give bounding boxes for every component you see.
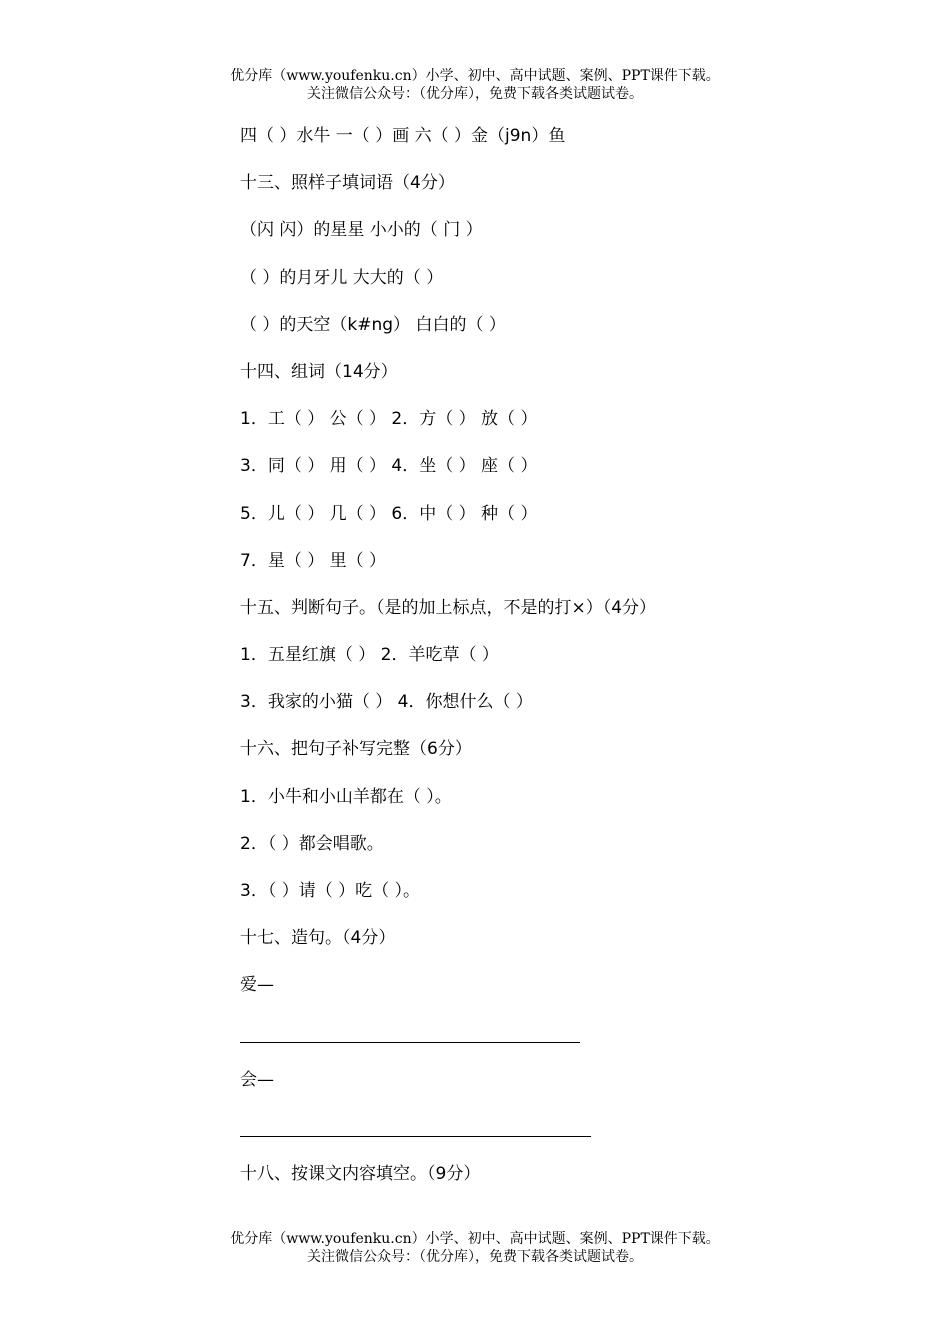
footer-line-1: 优分库（www.youfenku.cn）小学、初中、高中试题、案例、PPT课件下载。: [230, 1231, 720, 1247]
section-15-row-2: 3．我家的小猫（ ） 4．你想什么（ ）: [240, 692, 533, 713]
section-14-row-4: 7．星（ ） 里（ ）: [240, 550, 387, 571]
section-15-title: 十五、判断句子。（是的加上标点，不是的打×）（4分）: [240, 597, 657, 618]
footer-line-2: 关注微信公众号：（优分库），免费下载各类试题试卷。: [307, 1249, 643, 1265]
section-14-row-2: 3．同（ ） 用（ ） 4．坐（ ） 座（ ）: [240, 456, 538, 477]
section-13-item-2: （ ）的天空（k#ng） 白白的（ ）: [240, 314, 506, 335]
answer-underline-1: [240, 1042, 580, 1043]
section-16-item-1: 1．小牛和小山羊都在（ ）。: [240, 786, 452, 807]
page-header: [0, 67, 950, 103]
worksheet-body: [240, 122, 880, 1207]
section-14-row-1: 1．工（ ） 公（ ） 2．方（ ） 放（ ）: [240, 409, 538, 430]
header-line-1: 优分库（www.youfenku.cn）小学、初中、高中试题、案例、PPT课件下载。: [230, 68, 720, 84]
section-13-item-1: （ ）的月牙儿 大大的（ ）: [240, 267, 444, 288]
section-18-title: 十八、按课文内容填空。（9分）: [240, 1164, 481, 1185]
section-17-prompt-can: 会—: [240, 1069, 274, 1090]
header-line-2: 关注微信公众号：（优分库），免费下载各类试题试卷。: [307, 86, 643, 102]
answer-underline-2: [240, 1136, 591, 1137]
section-17-prompt-love: 爱—: [240, 975, 274, 996]
section-13-title: 十三、照样子填词语（4分）: [240, 173, 455, 194]
section-14-row-3: 5．儿（ ） 几（ ） 6．中（ ） 种（ ）: [240, 503, 538, 524]
section-13-example: （闪 闪）的星星 小小的（ 门 ）: [240, 220, 483, 241]
fill-blank-measure-words: 四（ ）水牛 一（ ）画 六（ ）金（j9n）鱼: [240, 126, 566, 146]
page-footer: [0, 1230, 950, 1266]
section-14-title: 十四、组词（14分）: [240, 361, 398, 382]
section-16-item-3: 3．（ ）请（ ）吃（ ）。: [240, 881, 421, 901]
section-15-row-1: 1．五星红旗（ ） 2．羊吃草（ ）: [240, 645, 499, 666]
section-16-title: 十六、把句子补写完整（6分）: [240, 739, 472, 760]
section-17-title: 十七、造句。（4分）: [240, 928, 396, 949]
section-16-item-2: 2．（ ）都会唱歌。: [240, 833, 384, 854]
